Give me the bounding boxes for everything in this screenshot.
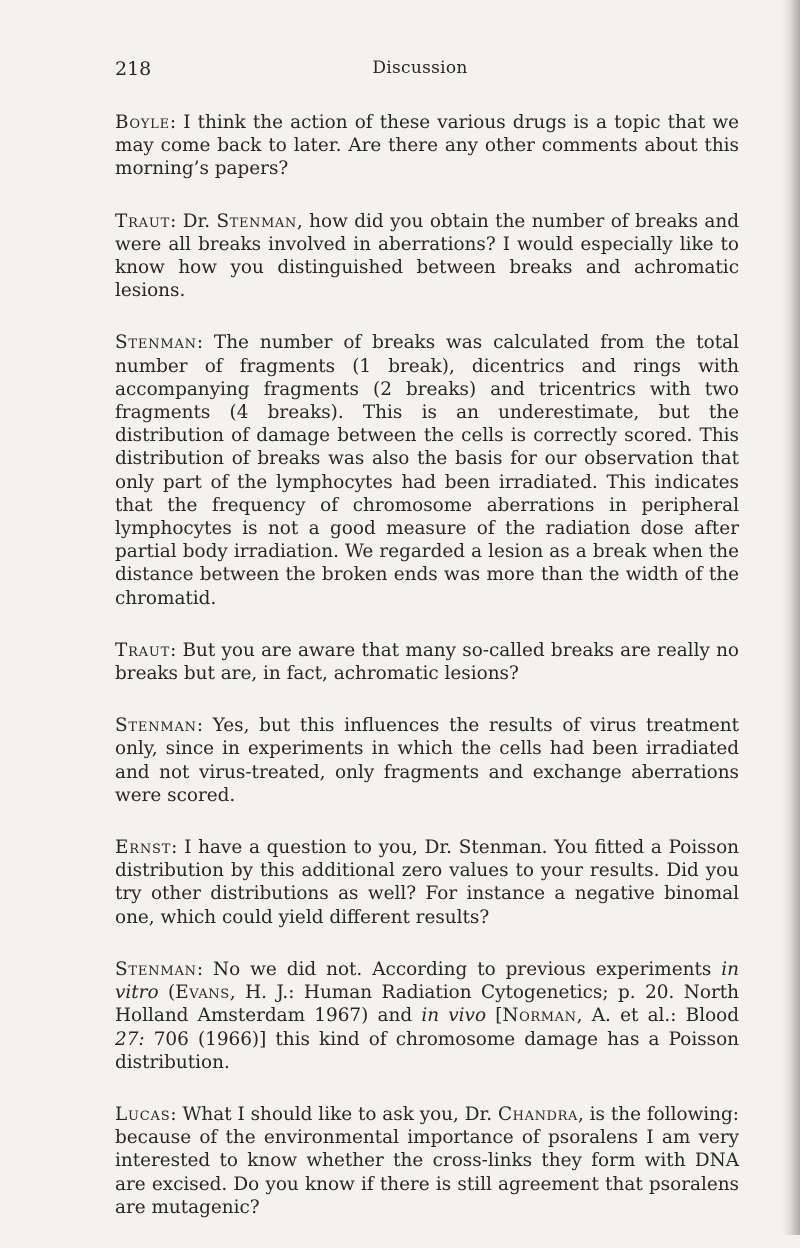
paragraph-ernst (115, 836, 739, 929)
citation-author: Norman (502, 1005, 577, 1027)
running-head: Discussion (372, 58, 468, 78)
speaker-name: Stenman (115, 332, 197, 354)
paragraph-text: [ (486, 1005, 503, 1027)
speaker-name: Traut (115, 210, 171, 232)
referenced-name: Chandra (497, 1103, 578, 1125)
paragraph-text: : Yes, but this influences the results of virus treatment only, since in experiments in which the cells had been irradiated and not virus-treated, only fragments and exchange aberrations were scored. (115, 715, 739, 806)
speaker-name: Ernst (115, 837, 172, 859)
speaker-name: Boyle (115, 112, 170, 133)
paragraph-text: : But you are aware that many so-called breaks are really no breaks but are, in fact, achromatic lesions? (115, 639, 739, 685)
paragraph-boyle (115, 111, 739, 181)
paragraph-text: : The number of breaks was calculated from the total number of fragments (1 break), dicentrics and rings with accompanying fragments (2 breaks) and tricentrics with two fragments (4 breaks). This is an underestimate, but the distribution of damage between the cells is correctly scored. This distribution of breaks was also the basis for our observation that only part of the lymphocytes had been irradiated. This indicates that the frequency of chromosome aberrations in peripheral lymphocytes is not a good measure of the radiation dose after partial body irradiation. We regarded a lesion as a break when the distance between the broken ends was more than the width of the chromatid. (115, 332, 739, 609)
paragraph-text: : I have a question to you, Dr. Stenman. You fitted a Poisson distribution by this additional zero values to your results. Did you try other distributions as well? For instance a negative binomal one, which could yield different results? (115, 837, 739, 928)
italic-term: in vivo (421, 1005, 487, 1027)
paragraph-text: : What I should like to ask you, Dr. (170, 1103, 498, 1125)
paragraph-stenman-2 (115, 714, 739, 807)
citation-volume: 27: (115, 1028, 145, 1050)
page-edge-shadow (782, 0, 800, 1235)
paragraph-lucas (115, 1103, 739, 1219)
speaker-name: Stenman (115, 958, 197, 980)
page-header (115, 58, 725, 86)
paragraph-text: , how did you obtain the number of breaks and were all breaks involved in aberrations? I would especially like to know how you distinguished between breaks and achromatic lesions. (115, 210, 740, 302)
paragraph-text: , is the following: because of the environmental importance of psoralens I am very interested to know whether the cross-links they form with DNA are excised. Do you know if there is still agreement that psoralens are mutagenic? (115, 1103, 739, 1218)
paragraph-traut-2 (115, 639, 739, 685)
paragraph-traut-1 (115, 210, 739, 303)
speaker-name: Traut (115, 639, 171, 661)
paragraph-text: , A. et al.: Blood (576, 1005, 739, 1027)
italic-term: in vitro (115, 958, 739, 1004)
paragraph-stenman-1 (115, 331, 739, 609)
paragraph-text: , H. J.: Human Radiation Cytogenetics; p. 20. North Holland Amsterdam 1967) and (115, 982, 739, 1027)
paragraph-stenman-3 (115, 958, 739, 1074)
paragraph-text: : No we did not. According to previous experiments (196, 958, 722, 980)
paragraph-text: : Dr. (170, 210, 217, 232)
paragraph-text: ( (158, 982, 176, 1004)
paragraph-text: : I think the action of these various drugs is a topic that we may come back to later. Are there any other comments about this morning’s papers? (115, 112, 739, 180)
paragraph-text: 706 (1966)] this kind of chromosome damage has a Poisson distribution. (115, 1028, 739, 1073)
speaker-name: Lucas (115, 1103, 171, 1125)
citation-author: Evans (175, 982, 230, 1004)
discussion-text (115, 111, 739, 1248)
speaker-name: Stenman (115, 715, 197, 737)
page-number: 218 (115, 58, 152, 80)
referenced-name: Stenman (216, 210, 297, 232)
